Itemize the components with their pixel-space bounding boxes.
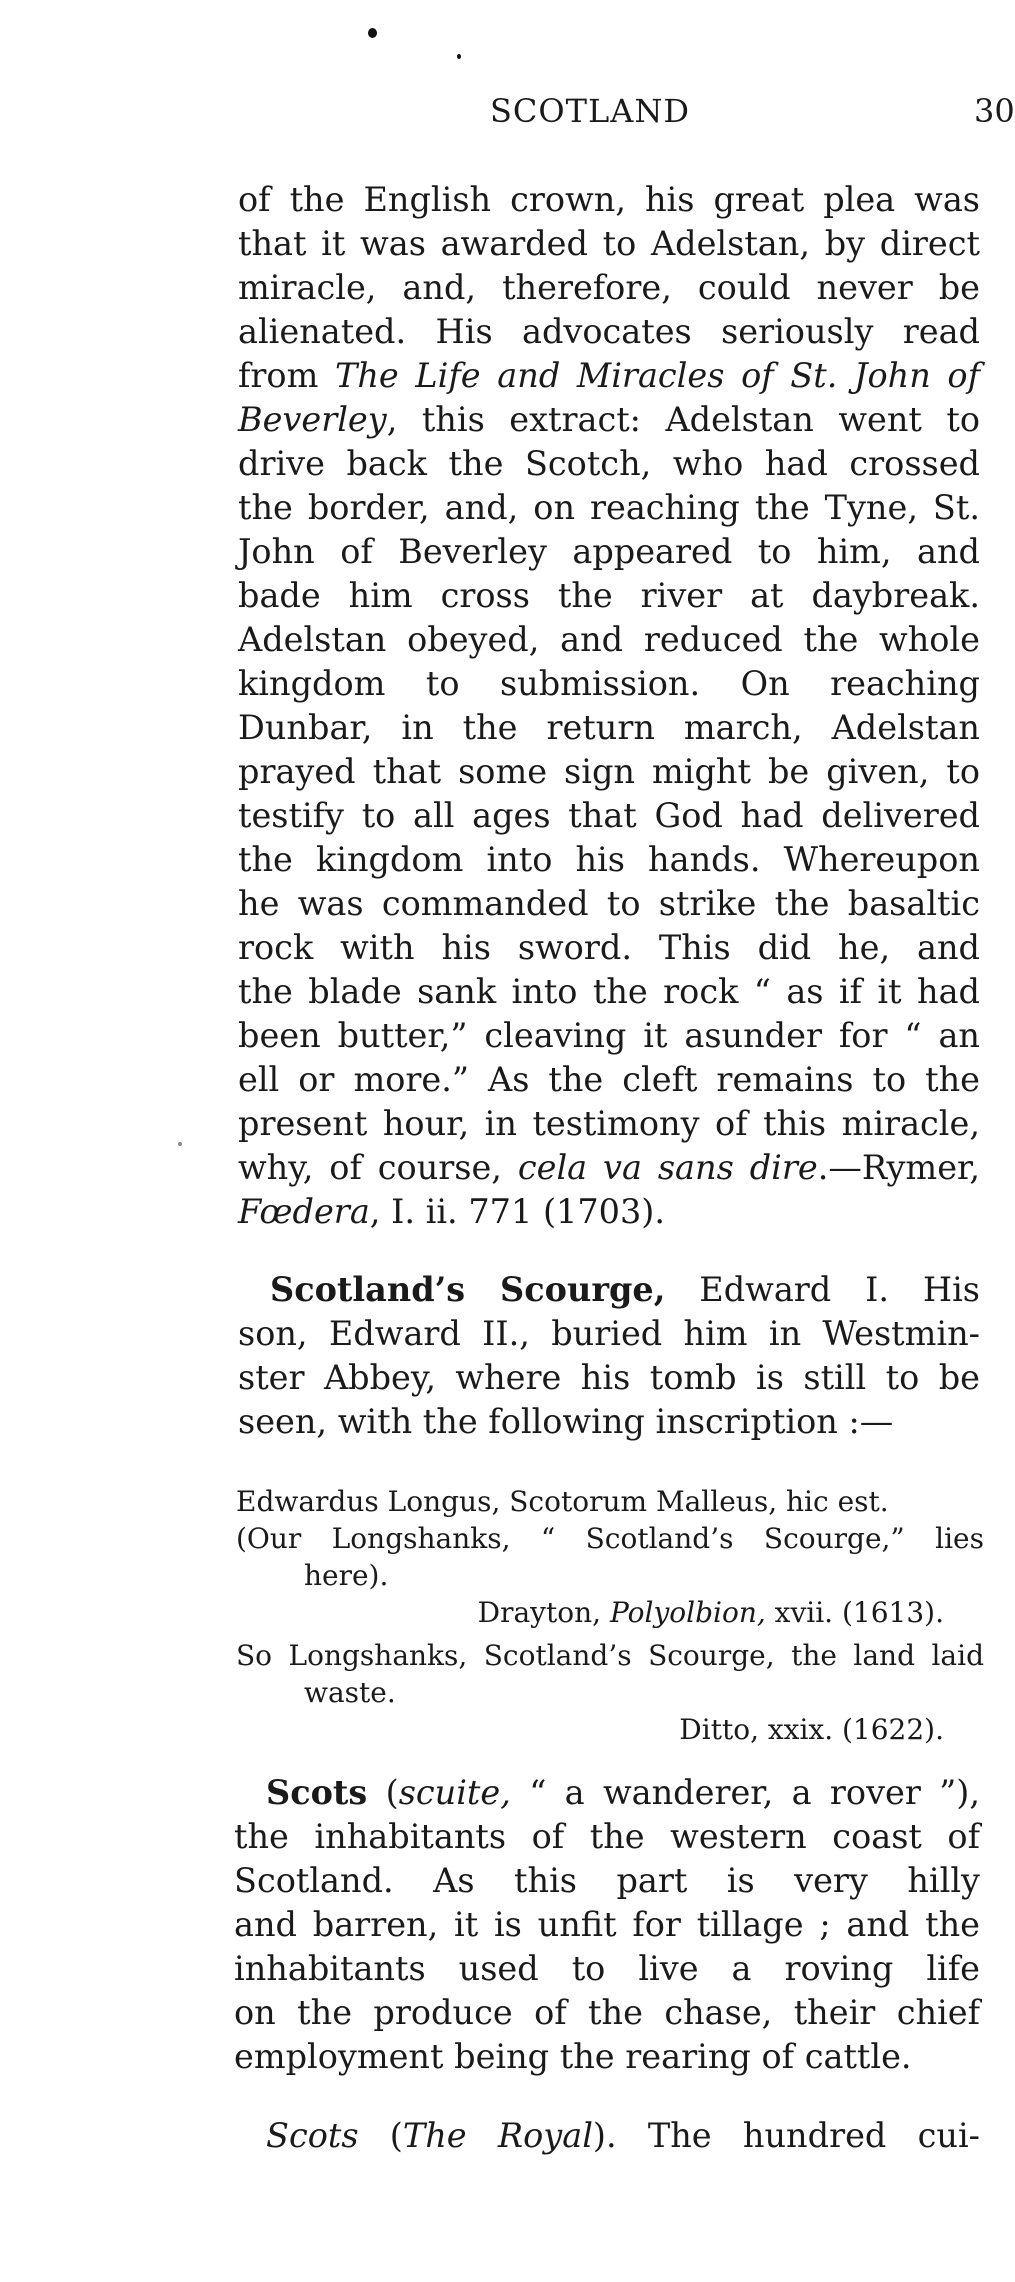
text-line: employment being the rearing of cattle. [234,2037,912,2076]
text-line: the border, and, on reaching the Tyne, St. [238,488,980,527]
text-run: , this extract: Adelstan went to [386,400,980,439]
text-run: , I. ii. 771 (1703). [369,1192,665,1231]
quote-line: waste. [304,1676,396,1709]
text-line: alienated. His advocates seriously read [238,312,980,351]
text-run: .—Rymer, [817,1148,981,1187]
text-line: and barren, it is unfit for tillage ; and the [234,1905,980,1944]
text-run: why, of course, [238,1148,518,1187]
text-line: present hour, in testimony of this miracle, [238,1104,980,1143]
entry-scotlands-scourge [238,1268,980,1444]
quote-citation [236,1594,984,1631]
text-line [234,1771,980,1815]
text-run: Edward I. His [665,1270,980,1309]
text-run: xvii. (1613). [765,1596,944,1629]
book-title: The Life and Miracles of St. John of [335,356,980,395]
text-line [238,354,980,398]
text-line [238,1268,980,1312]
text-line: Adelstan obeyed, and reduced the whole [238,620,980,659]
quote-citation: Ditto, xxix. (1622). [679,1713,944,1746]
text-line: he was commanded to strike the basaltic [238,884,980,923]
entry-headword: Scots [266,1773,368,1812]
quote-line: here). [304,1559,389,1592]
quote-line: So Longshanks, Scotland’s Scourge, the land laid [236,1639,984,1672]
entry-headword: Scots [266,2116,359,2155]
phrase-italic: cela va sans dire [517,1148,818,1187]
verse-quote [236,1637,984,1748]
ink-speck [368,28,377,38]
text-line: the blade sank into the rock “ as if it had [238,972,980,1011]
text-line: John of Beverley appeared to him, and [238,532,980,571]
text-run: Drayton, [477,1596,610,1629]
text-run: ( [358,2116,403,2155]
text-line: prayed that some sign might be given, to [238,752,980,791]
ink-speck [178,1142,182,1146]
book-title: Polyolbion, [609,1596,766,1629]
entry-scots [234,1771,980,2079]
text-line: miracle, and, therefore, could never be [238,268,980,307]
text-run: ( [367,1773,399,1812]
entry-scots-royal [234,2114,980,2158]
text-run: “ a wanderer, a rover ”), [510,1773,981,1812]
text-line: rock with his sword. This did he, and [238,928,980,967]
etymology: scuite, [398,1773,511,1812]
text-line: seen, with the following inscription :— [238,1402,894,1441]
paragraph-adelstan [238,178,980,1234]
page-number: 30 [974,92,1015,130]
text-line: son, Edward II., buried him in Westmin- [238,1314,980,1353]
text-line: on the produce of the chase, their chief [234,1993,980,2032]
quote-line: (Our Longshanks, “ Scotland’s Scourge,” lies [236,1522,984,1555]
text-line: inhabitants used to live a roving life [234,1949,980,1988]
text-line: ell or more.” As the cleft remains to the [238,1060,980,1099]
text-line [238,1146,980,1190]
ink-speck [457,54,461,59]
book-title: Beverley [238,400,387,439]
text-line: bade him cross the river at daybreak. [238,576,980,615]
text-line: ster Abbey, where his tomb is still to be [238,1358,980,1397]
text-line: the kingdom into his hands. Whereupon [238,840,980,879]
text-line: that it was awarded to Adelstan, by direct [238,224,980,263]
text-line: been butter,” cleaving it asunder for “ an [238,1016,980,1055]
quote-line: Edwardus Longus, Scotorum Malleus, hic est. [236,1485,889,1518]
text-line: the inhabitants of the western coast of [234,1817,980,1856]
text-run: from [238,356,336,395]
entry-qualifier: The Royal [402,2116,593,2155]
text-line [238,1190,980,1234]
text-line: kingdom to submission. On reaching [238,664,980,703]
text-run: ). The hundred cui- [592,2116,980,2155]
text-line: Scotland. As this part is very hilly [234,1861,980,1900]
text-line: Dunbar, in the return march, Adelstan [238,708,980,747]
text-line: drive back the Scotch, who had crossed [238,444,980,483]
verse-quote [236,1483,984,1631]
text-line: of the English crown, his great plea was [238,180,980,219]
book-title: Fœdera [238,1192,370,1231]
text-line: testify to all ages that God had delivered [238,796,980,835]
text-line [238,398,980,442]
entry-headword: Scotland’s Scourge, [270,1270,666,1309]
text-line [234,2114,980,2158]
running-header-title: SCOTLAND [490,92,690,130]
